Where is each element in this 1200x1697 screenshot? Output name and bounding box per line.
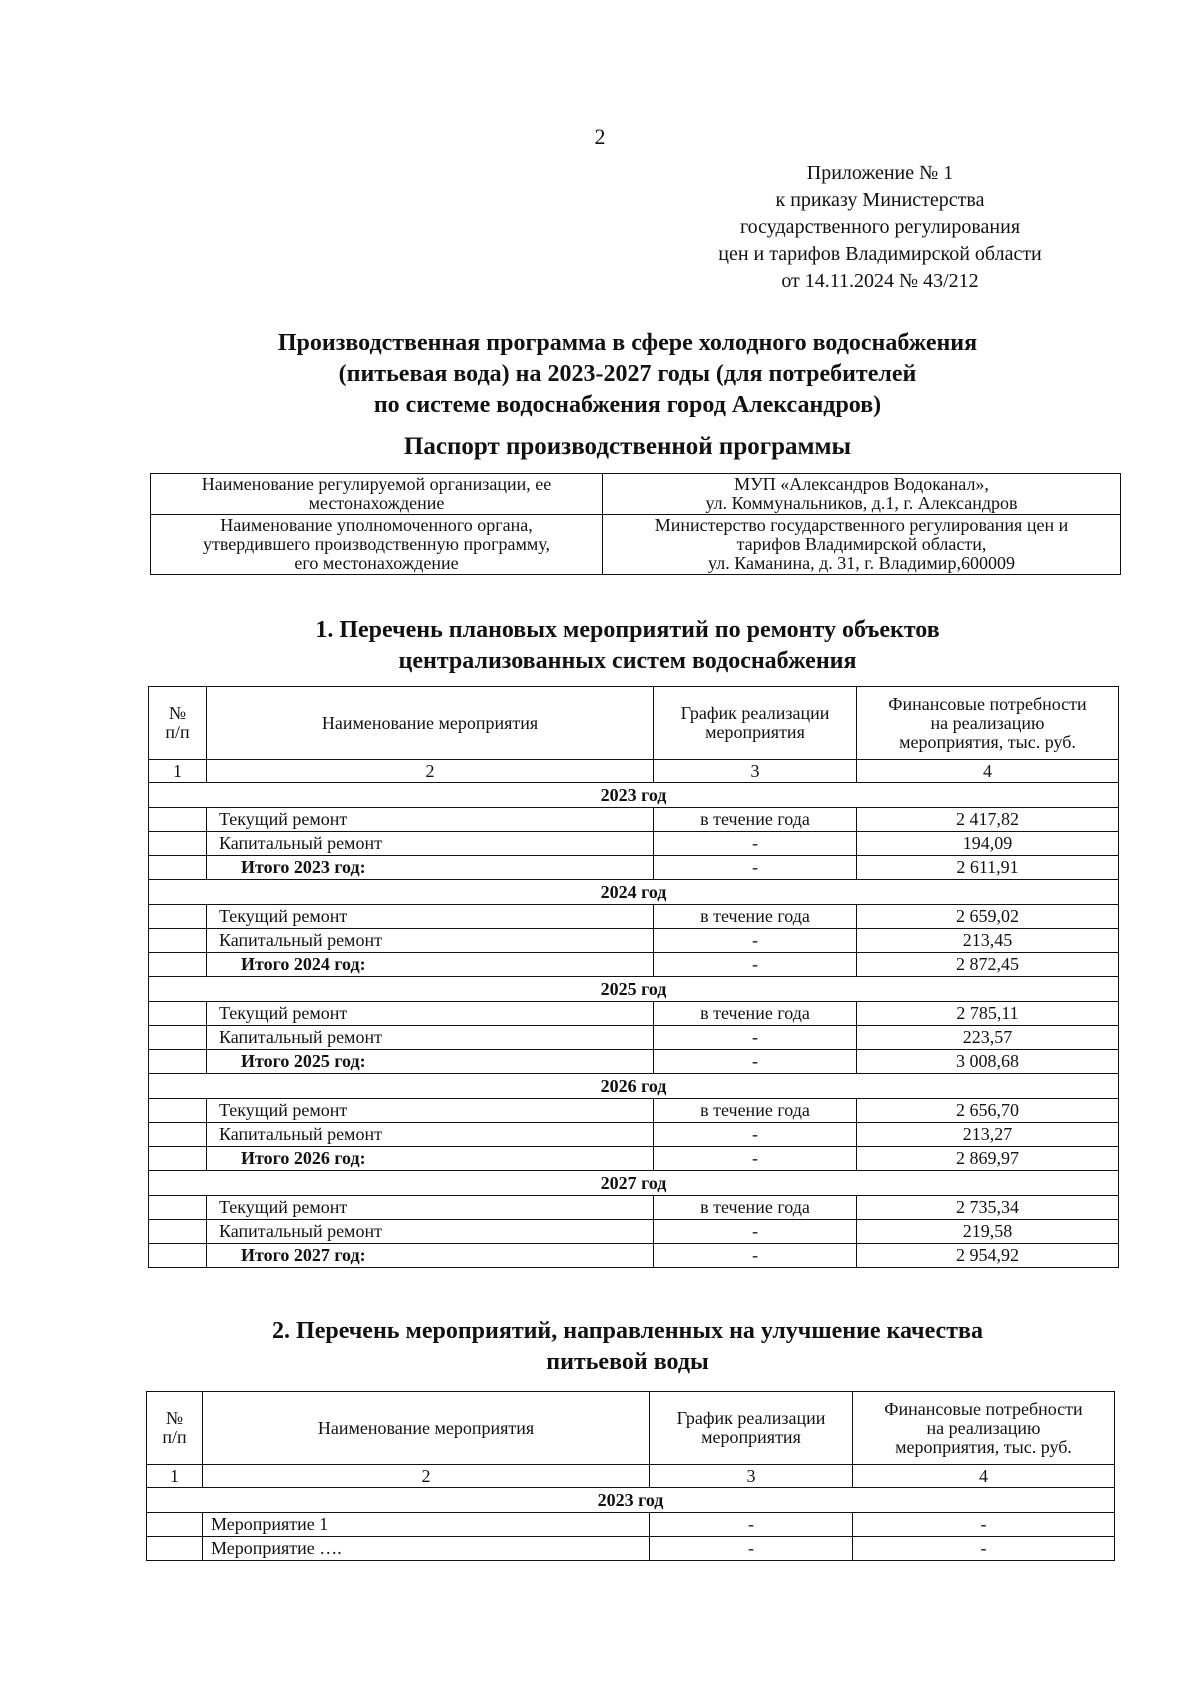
header-line: № — [165, 1408, 184, 1428]
row-number — [149, 1050, 207, 1074]
row-number — [149, 1026, 207, 1050]
finance-value: - — [853, 1537, 1115, 1561]
row-number — [149, 1244, 207, 1268]
section1-heading — [150, 615, 1105, 677]
total-row — [149, 1244, 1119, 1268]
finance-value: 2 785,11 — [857, 1002, 1119, 1026]
table-row — [149, 1196, 1119, 1220]
appendix-line: государственного регулирования — [739, 216, 1021, 238]
row-number — [147, 1537, 203, 1561]
header-num — [147, 1392, 203, 1465]
schedule-cell: - — [654, 1220, 857, 1244]
activity-name: Итого 2025 год: — [207, 1050, 654, 1074]
header-num — [149, 687, 207, 760]
label-line: местонахождение — [308, 493, 445, 513]
title-line: (питьевая вода) на 2023-2027 годы (для потребителей — [338, 361, 917, 387]
finance-value: 194,09 — [857, 832, 1119, 856]
schedule-cell: - — [654, 1050, 857, 1074]
schedule-cell: - — [654, 953, 857, 977]
header-schedule — [650, 1392, 853, 1465]
passport-label — [151, 515, 603, 575]
finance-value: 2 735,34 — [857, 1196, 1119, 1220]
title-line: по системе водоснабжения город Александров) — [373, 392, 882, 418]
row-number — [149, 1196, 207, 1220]
column-number: 4 — [853, 1465, 1115, 1488]
activity-name: Капитальный ремонт — [207, 1123, 654, 1147]
total-row — [149, 856, 1119, 880]
heading-line: питьевой воды — [546, 1349, 709, 1375]
year-row — [147, 1488, 1115, 1513]
year-row — [149, 1074, 1119, 1099]
year-label: 2023 год — [149, 783, 1119, 808]
row-number — [149, 808, 207, 832]
row-number — [149, 856, 207, 880]
year-label: 2027 год — [149, 1171, 1119, 1196]
finance-value: 223,57 — [857, 1026, 1119, 1050]
year-row — [149, 783, 1119, 808]
label-line: его местонахождение — [294, 553, 459, 573]
schedule-cell: в течение года — [654, 1002, 857, 1026]
header-finance — [857, 687, 1119, 760]
header-line: График реализации — [680, 703, 830, 723]
passport-label — [151, 474, 603, 515]
row-number — [149, 1220, 207, 1244]
label-line: Наименование регулируемой организации, ее — [201, 474, 552, 494]
finance-value: 219,58 — [857, 1220, 1119, 1244]
schedule-cell: - — [654, 1244, 857, 1268]
header-line: мероприятия — [701, 1427, 801, 1447]
schedule-cell: в течение года — [654, 905, 857, 929]
header-line: п/п — [165, 722, 190, 742]
label-line: Наименование уполномоченного органа, — [220, 515, 533, 535]
header-name: Наименование мероприятия — [207, 687, 654, 760]
activity-name: Итого 2026 год: — [207, 1147, 654, 1171]
finance-value: 213,27 — [857, 1123, 1119, 1147]
appendix-line: цен и тарифов Владимирской области — [718, 243, 1042, 265]
schedule-cell: в течение года — [654, 1099, 857, 1123]
header-line: Финансовые потребности — [884, 1398, 1083, 1419]
table-row — [149, 1002, 1119, 1026]
appendix-line: Приложение № 1 — [806, 162, 954, 184]
table-row — [149, 1026, 1119, 1050]
table-row — [149, 929, 1119, 953]
table-row — [149, 905, 1119, 929]
finance-value: 2 954,92 — [857, 1244, 1119, 1268]
header-schedule — [654, 687, 857, 760]
passport-row — [151, 474, 1121, 515]
header-line: № — [168, 703, 187, 723]
column-number-row — [147, 1465, 1115, 1488]
row-number — [149, 1099, 207, 1123]
passport-value — [603, 474, 1121, 515]
header-line: на реализацию — [930, 712, 1045, 733]
table-header-row — [147, 1392, 1115, 1465]
column-number: 4 — [857, 760, 1119, 783]
appendix-block — [600, 160, 1160, 295]
heading-line: 1. Перечень плановых мероприятий по ремонту объектов — [315, 617, 940, 643]
row-number — [149, 905, 207, 929]
repair-plan-table — [148, 686, 1119, 1268]
schedule-cell: в течение года — [654, 808, 857, 832]
header-finance — [853, 1392, 1115, 1465]
column-number: 3 — [654, 760, 857, 783]
header-line: Финансовые потребности — [888, 693, 1087, 714]
table-row — [147, 1537, 1115, 1561]
section2-heading — [150, 1316, 1105, 1378]
finance-value: - — [853, 1513, 1115, 1537]
activity-name: Текущий ремонт — [207, 808, 654, 832]
year-row — [149, 880, 1119, 905]
activity-name: Капитальный ремонт — [207, 1220, 654, 1244]
activity-name: Итого 2027 год: — [207, 1244, 654, 1268]
finance-value: 2 611,91 — [857, 856, 1119, 880]
row-number — [149, 1002, 207, 1026]
schedule-cell: - — [654, 1147, 857, 1171]
activity-name: Итого 2023 год: — [207, 856, 654, 880]
year-label: 2023 год — [147, 1488, 1115, 1513]
activity-name: Текущий ремонт — [207, 1099, 654, 1123]
schedule-cell: - — [650, 1537, 853, 1561]
table-row — [149, 808, 1119, 832]
value-line: ул. Коммунальников, д.1, г. Александров — [705, 493, 1018, 513]
passport-value — [603, 515, 1121, 575]
heading-line: 2. Перечень мероприятий, направленных на улучшение качества — [272, 1318, 983, 1344]
row-number — [149, 1147, 207, 1171]
table-row — [149, 1099, 1119, 1123]
row-number — [149, 1123, 207, 1147]
table-header-row — [149, 687, 1119, 760]
label-line: утвердившего производственную программу, — [203, 534, 550, 554]
schedule-cell: - — [654, 1026, 857, 1050]
appendix-line: к приказу Министерства — [775, 189, 985, 211]
activity-name: Капитальный ремонт — [207, 832, 654, 856]
header-line: мероприятия — [705, 722, 805, 742]
header-line: мероприятия, тыс. руб. — [895, 1436, 1072, 1457]
value-line: ул. Каманина, д. 31, г. Владимир,600009 — [708, 553, 1015, 573]
table-row — [149, 1220, 1119, 1244]
activity-name: Капитальный ремонт — [207, 1026, 654, 1050]
total-row — [149, 1147, 1119, 1171]
row-number — [149, 953, 207, 977]
value-line: МУП «Александров Водоканал», — [734, 474, 989, 494]
header-line: мероприятия, тыс. руб. — [899, 731, 1076, 752]
row-number — [149, 832, 207, 856]
column-number: 2 — [207, 760, 654, 783]
activity-name: Текущий ремонт — [207, 905, 654, 929]
activity-name: Капитальный ремонт — [207, 929, 654, 953]
table-row — [149, 832, 1119, 856]
table-row — [149, 1123, 1119, 1147]
finance-value: 2 659,02 — [857, 905, 1119, 929]
column-number: 3 — [650, 1465, 853, 1488]
finance-value: 2 869,97 — [857, 1147, 1119, 1171]
quality-plan-table — [146, 1391, 1115, 1561]
table-row — [147, 1513, 1115, 1537]
schedule-cell: в течение года — [654, 1196, 857, 1220]
schedule-cell: - — [654, 929, 857, 953]
year-label: 2025 год — [149, 977, 1119, 1002]
column-number-row — [149, 760, 1119, 783]
row-number — [147, 1513, 203, 1537]
document-title — [150, 328, 1105, 421]
activity-name: Текущий ремонт — [207, 1002, 654, 1026]
activity-name: Мероприятие …. — [203, 1537, 650, 1561]
schedule-cell: - — [650, 1513, 853, 1537]
year-row — [149, 1171, 1119, 1196]
header-line: на реализацию — [926, 1417, 1041, 1438]
year-row — [149, 977, 1119, 1002]
heading-line: централизованных систем водоснабжения — [398, 648, 857, 674]
column-number: 1 — [149, 760, 207, 783]
header-name: Наименование мероприятия — [203, 1392, 650, 1465]
passport-table — [150, 473, 1121, 575]
year-label: 2026 год — [149, 1074, 1119, 1099]
header-line: График реализации — [676, 1408, 826, 1428]
activity-name: Текущий ремонт — [207, 1196, 654, 1220]
appendix-line: от 14.11.2024 № 43/212 — [781, 270, 979, 292]
page-number: 2 — [594, 124, 606, 149]
activity-name: Мероприятие 1 — [203, 1513, 650, 1537]
title-line: Производственная программа в сфере холодного водоснабжения — [277, 330, 978, 356]
total-row — [149, 953, 1119, 977]
finance-value: 2 656,70 — [857, 1099, 1119, 1123]
finance-value: 213,45 — [857, 929, 1119, 953]
column-number: 1 — [147, 1465, 203, 1488]
row-number — [149, 929, 207, 953]
total-row — [149, 1050, 1119, 1074]
finance-value: 3 008,68 — [857, 1050, 1119, 1074]
header-line: п/п — [162, 1427, 187, 1447]
year-label: 2024 год — [149, 880, 1119, 905]
schedule-cell: - — [654, 856, 857, 880]
passport-heading: Паспорт производственной программы — [403, 433, 852, 460]
passport-row — [151, 515, 1121, 575]
column-number: 2 — [203, 1465, 650, 1488]
schedule-cell: - — [654, 1123, 857, 1147]
schedule-cell: - — [654, 832, 857, 856]
value-line: Министерство государственного регулирования цен и — [654, 515, 1069, 535]
activity-name: Итого 2024 год: — [207, 953, 654, 977]
finance-value: 2 417,82 — [857, 808, 1119, 832]
value-line: тарифов Владимирской области, — [736, 534, 987, 554]
finance-value: 2 872,45 — [857, 953, 1119, 977]
